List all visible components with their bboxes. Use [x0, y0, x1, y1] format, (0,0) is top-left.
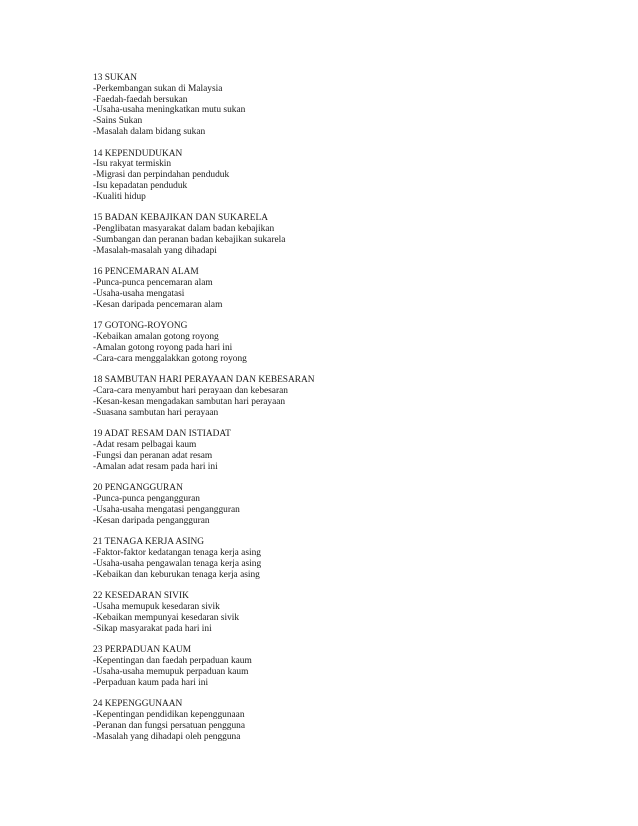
list-item: -Sumbangan dan peranan badan kebajikan sukarela: [93, 234, 286, 245]
list-item: -Fungsi dan peranan adat resam: [93, 450, 213, 461]
section-15-badan-kebajikan: [93, 213, 613, 256]
section-title: 16 PENCEMARAN ALAM: [93, 267, 199, 278]
section-title: 14 KEPENDUDUKAN: [93, 148, 183, 159]
list-item: -Sains Sukan: [93, 116, 143, 127]
section-21-tenaga-kerja-asing: [93, 537, 613, 580]
document-body: [93, 73, 613, 753]
list-item: -Usaha-usaha mengatasi: [93, 288, 185, 299]
section-title: 17 GOTONG-ROYONG: [93, 321, 188, 332]
list-item: -Kualiti hidup: [93, 191, 146, 202]
list-item: -Perkembangan sukan di Malaysia: [93, 83, 223, 94]
list-item: -Kepentingan dan faedah perpaduan kaum: [93, 656, 252, 667]
section-19-adat-resam: [93, 429, 613, 472]
section-14-kependudukan: [93, 149, 613, 203]
list-item: -Punca-punca pengangguran: [93, 494, 200, 505]
section-title: 24 KEPENGGUNAAN: [93, 699, 183, 710]
section-22-kesedaran-sivik: [93, 591, 613, 634]
list-item: -Usaha-usaha memupuk perpaduan kaum: [93, 666, 249, 677]
list-item: -Amalan adat resam pada hari ini: [93, 461, 218, 472]
section-title: 15 BADAN KEBAJIKAN DAN SUKARELA: [93, 213, 268, 224]
section-17-gotong-royong: [93, 321, 613, 364]
section-16-pencemaran-alam: [93, 267, 613, 310]
list-item: -Masalah dalam bidang sukan: [93, 126, 206, 137]
section-title: 23 PERPADUAN KAUM: [93, 645, 192, 656]
section-13-sukan: [93, 73, 613, 138]
list-item: -Masalah yang dihadapi oleh pengguna: [93, 731, 241, 742]
section-title: 18 SAMBUTAN HARI PERAYAAN DAN KEBESARAN: [93, 375, 315, 386]
section-24-kepenggunaan: [93, 699, 613, 742]
list-item: -Kebaikan amalan gotong royong: [93, 332, 219, 343]
list-item: -Punca-punca pencemaran alam: [93, 278, 213, 289]
section-title: 20 PENGANGGURAN: [93, 483, 183, 494]
list-item: -Faedah-faedah bersukan: [93, 94, 188, 105]
list-item: -Kebaikan dan keburukan tenaga kerja asing: [93, 569, 260, 580]
list-item: -Masalah-masalah yang dihadapi: [93, 245, 217, 256]
list-item: -Perpaduan kaum pada hari ini: [93, 677, 209, 688]
list-item: -Cara-cara menggalakkan gotong royong: [93, 353, 247, 364]
section-title: 21 TENAGA KERJA ASING: [93, 537, 205, 548]
list-item: -Peranan dan fungsi persatuan pengguna: [93, 720, 246, 731]
list-item: -Usaha memupuk kesedaran sivik: [93, 602, 220, 613]
section-title: 19 ADAT RESAM DAN ISTIADAT: [93, 429, 231, 440]
list-item: -Cara-cara menyambut hari perayaan dan kebesaran: [93, 386, 288, 397]
list-item: -Kepentingan pendidikan kepenggunaan: [93, 710, 245, 721]
list-item: -Amalan gotong royong pada hari ini: [93, 342, 233, 353]
list-item: -Isu rakyat termiskin: [93, 159, 172, 170]
list-item: -Migrasi dan perpindahan penduduk: [93, 170, 230, 181]
list-item: -Kesan daripada pencemaran alam: [93, 299, 223, 310]
list-item: -Faktor-faktor kedatangan tenaga kerja asing: [93, 548, 261, 559]
list-item: -Usaha-usaha meningkatkan mutu sukan: [93, 105, 246, 116]
list-item: -Adat resam pelbagai kaum: [93, 440, 197, 451]
list-item: -Kebaikan mempunyai kesedaran sivik: [93, 612, 240, 623]
list-item: -Usaha-usaha pengawalan tenaga kerja asing: [93, 558, 262, 569]
section-23-perpaduan-kaum: [93, 645, 613, 688]
list-item: -Penglibatan masyarakat dalam badan kebajikan: [93, 224, 275, 235]
list-item: -Isu kepadatan penduduk: [93, 180, 188, 191]
section-title: 22 KESEDARAN SIVIK: [93, 591, 189, 602]
list-item: -Kesan-kesan mengadakan sambutan hari perayaan: [93, 396, 286, 407]
list-item: -Usaha-usaha mengatasi pengangguran: [93, 504, 240, 515]
section-title: 13 SUKAN: [93, 73, 138, 83]
list-item: -Suasana sambutan hari perayaan: [93, 407, 219, 418]
section-18-sambutan-hari-perayaan: [93, 375, 613, 418]
list-item: -Sikap masyarakat pada hari ini: [93, 623, 212, 634]
list-item: -Kesan daripada pengangguran: [93, 515, 210, 526]
section-20-pengangguran: [93, 483, 613, 526]
